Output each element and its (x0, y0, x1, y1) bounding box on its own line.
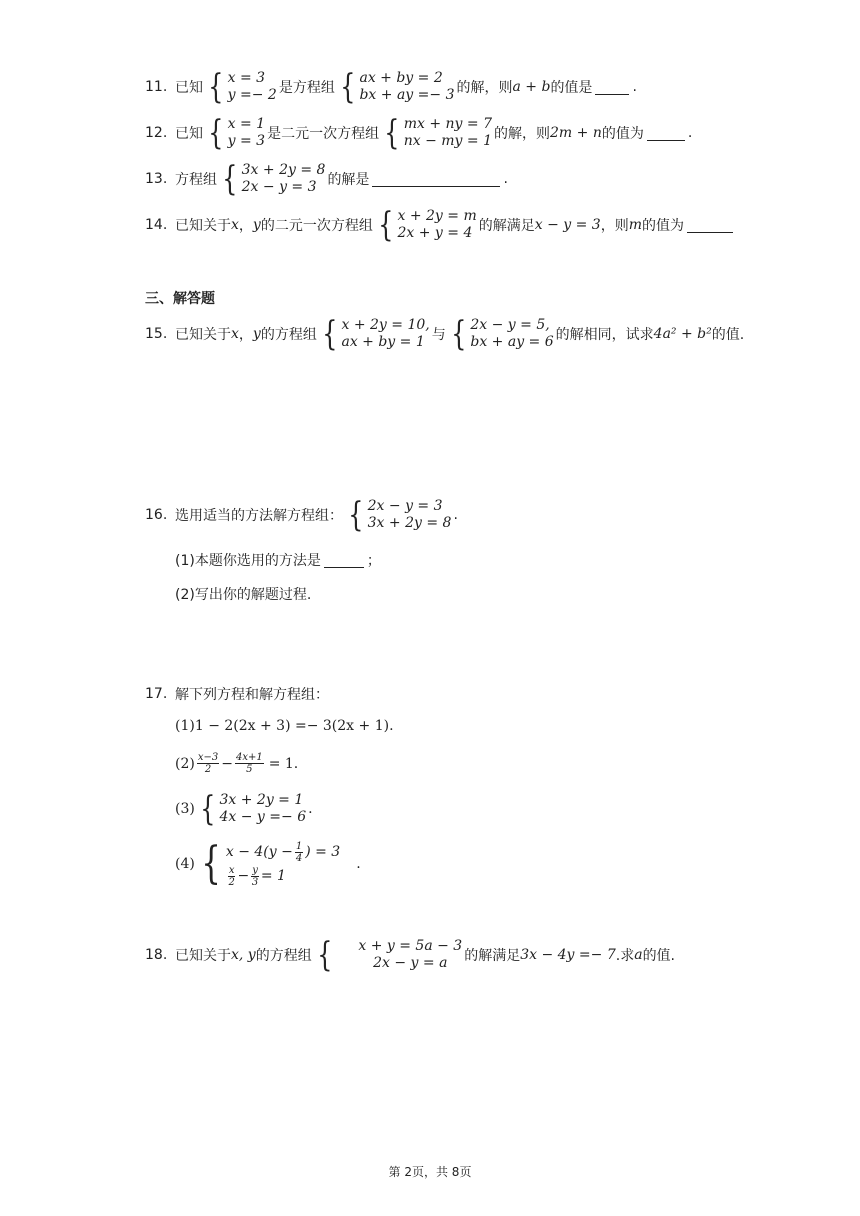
question-number: 14. (145, 217, 168, 233)
math-expression: a + b (512, 79, 551, 95)
question-number: 12. (145, 125, 168, 141)
question-14: 14. 已知关于 x ， y 的二元一次方程组 { x + 2y = m 2x + y = 4 的解满足 x − y = 3 ，则 m 的值为 (145, 208, 736, 242)
fraction: $\frac{x}{2}$ (228, 864, 235, 888)
question-17-part-4: (4) { x − 4(y − $\frac{1}{4}$ ) = 3 $\frac{x}{2}$ − $\frac{y}{3}$ = 1 . (175, 838, 361, 889)
equation-system: { mx + ny = 7 nx − my = 1 (384, 113, 492, 153)
section-heading: 三、解答题 (145, 291, 215, 307)
math-expression: 3x − 4y =− 7 (520, 947, 616, 963)
equation-system: { x + y = 5a − 3 2x − y = a (316, 935, 463, 975)
question-number: 11. (145, 79, 168, 95)
math-expression: 4a² + b² (653, 326, 712, 342)
page-footer: 第 2页，共 8页 (388, 1165, 472, 1179)
question-text: 已知 (175, 80, 203, 96)
equation-system: { 3x + 2y = 8 2x − y = 3 (222, 159, 326, 199)
question-13: 13. 方程组 { 3x + 2y = 8 2x − y = 3 的解是 . (145, 159, 508, 199)
question-17-part-3: (3) { 3x + 2y = 1 4x − y =− 6 . (175, 789, 313, 829)
question-17: 17. 解下列方程和解方程组： (145, 686, 329, 703)
question-17-part-2: (2) $\frac{x-3}{2}$ − $\frac{4x+1}{5}$ = 1. (175, 752, 299, 775)
equation-system: { 2x − y = 3 3x + 2y = 8 (348, 495, 452, 535)
equation-system: { x + 2y = m 2x + y = 4 (378, 205, 477, 245)
math-expression: 2m + n (550, 125, 602, 141)
equation-system: { 2x − y = 5, bx + ay = 6 (450, 314, 554, 354)
question-11: 11. 已知 { x = 3 y =− 2 是方程组 { ax + by = 2 bx + ay =− 3 的解，则 a + b 的值是 . (145, 67, 637, 107)
equation-system: { x + 2y = 10, ax + by = 1 (322, 314, 430, 354)
answer-blank[interactable] (595, 80, 629, 95)
question-number: 18. (145, 947, 168, 963)
equation-system: { x = 1 y = 3 (208, 113, 266, 153)
question-15: 15. 已知关于 x ， y 的方程组 { x + 2y = 10, ax + by = 1 与 { 2x − y = 5, bx + ay = 6 的解相同，试求 4a² + b² 的值. (145, 314, 745, 354)
question-number: 17. (145, 686, 168, 702)
fraction: $\frac{4x+1}{5}$ (235, 752, 263, 775)
answer-blank[interactable] (372, 172, 500, 187)
answer-blank[interactable] (324, 553, 364, 568)
question-17-part-1: (1)1 − 2(2x + 3) =− 3(2x + 1). (175, 718, 394, 734)
equation-system: { x − 4(y − $\frac{1}{4}$ ) = 3 $\frac{x}{2}$ − $\frac{y}{3}$ = 1 (201, 838, 341, 889)
question-16-part-1: (1)本题你选用的方法是 ； (175, 553, 381, 569)
question-number: 15. (145, 326, 168, 342)
question-18: 18. 已知关于 x, y 的方程组 { x + y = 5a − 3 2x − y = a 的解满足 3x − 4y =− 7 .求 a 的值. (145, 935, 676, 975)
equation-system: { x = 3 y =− 2 (208, 67, 277, 107)
math-expression: x − y = 3 (534, 217, 601, 233)
answer-blank[interactable] (687, 218, 733, 233)
fraction: $\frac{y}{3}$ (251, 864, 259, 888)
question-16-part-2: (2)写出你的解题过程. (175, 587, 312, 603)
question-number: 13. (145, 171, 168, 187)
equation-system: { 3x + 2y = 1 4x − y =− 6 (200, 789, 307, 829)
question-16: 16. 选用适当的方法解方程组： { 2x − y = 3 3x + 2y = 8 . (145, 495, 458, 535)
fraction: $\frac{1}{4}$ (295, 840, 303, 864)
question-12: 12. 已知 { x = 1 y = 3 是二元一次方程组 { mx + ny = 7 nx − my = 1 的解，则 2m + n 的值为 . (145, 113, 693, 153)
fraction: $\frac{x-3}{2}$ (197, 752, 219, 775)
answer-blank[interactable] (647, 126, 685, 141)
question-number: 16. (145, 507, 168, 523)
equation-system: { ax + by = 2 bx + ay =− 3 (340, 67, 455, 107)
